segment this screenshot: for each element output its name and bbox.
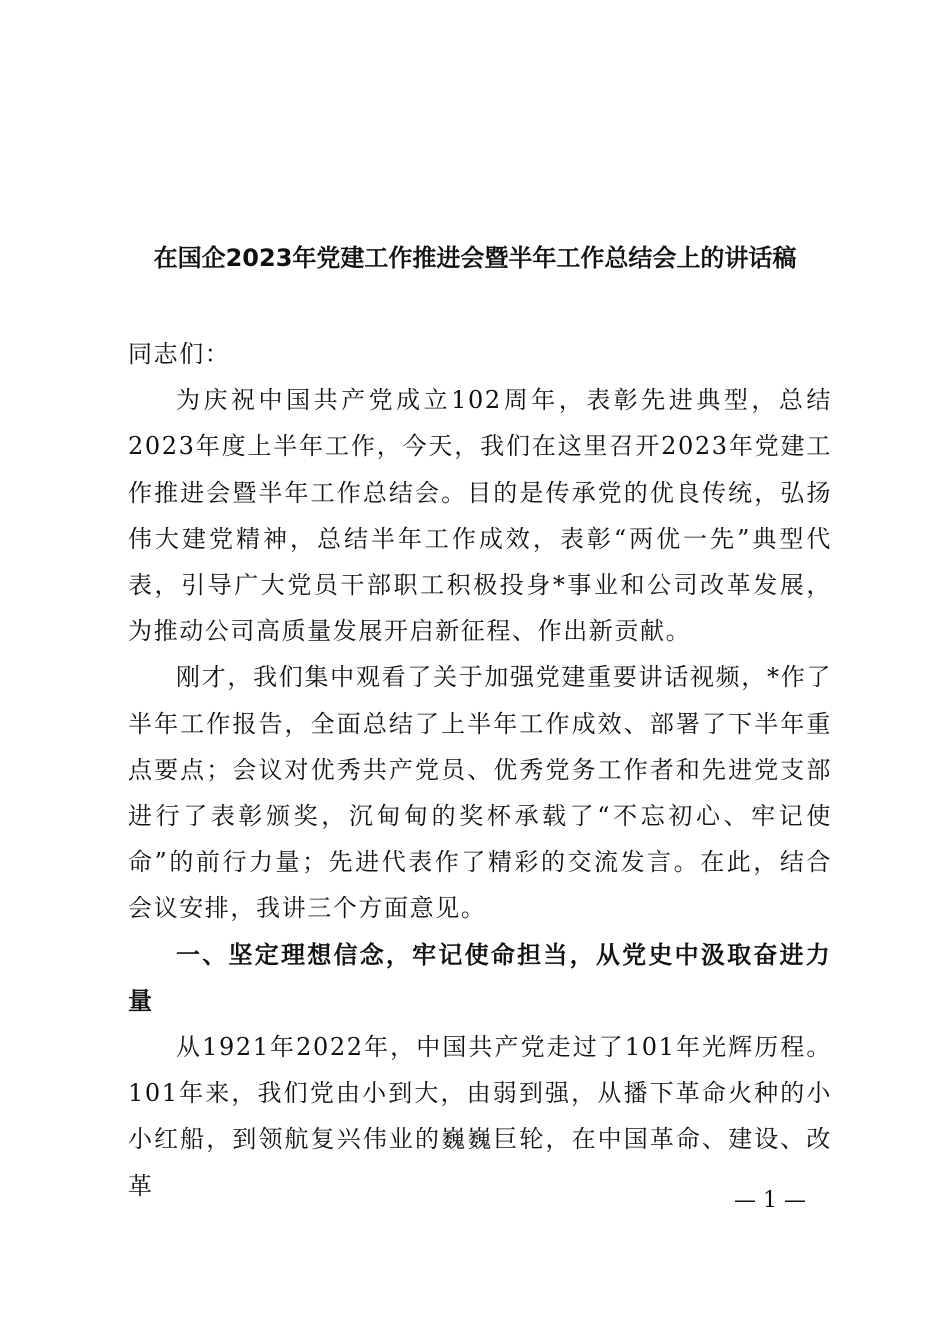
salutation: 同志们：: [128, 340, 231, 368]
page-number: — 1 —: [734, 1188, 806, 1213]
paragraph-2: 刚才，我们集中观看了关于加强党建重要讲话视频，*作了半年工作报告，全面总结了上半年工作成效、部署了下半年重点要点；会议对优秀共产党员、优秀党务工作者和先进党支部进行了表彰颁奖，沉甸甸的奖杯承载了“不忘初心、牢记使命”的前行力量；先进代表作了精彩的交流发言。在此，结合会议安排，我讲三个方面意见。: [128, 663, 832, 923]
section-heading-1: 一、坚定理想信念，牢记使命担当，从党史中汲取奋进力量: [128, 940, 832, 1015]
section-1-paragraph: 从1921年2022年，中国共产党走过了101年光辉历程。101年来，我们党由小到大，由弱到强，从播下革命火种的小小红船，到领航复兴伟业的巍巍巨轮，在中国革命、建设、改革: [128, 1033, 832, 1200]
document-title: 在国企2023年党建工作推进会暨半年工作总结会上的讲话稿: [153, 244, 797, 272]
paragraph-1: 为庆祝中国共产党成立102周年，表彰先进典型，总结2023年度上半年工作，今天，我们在这里召开2023年党建工作推进会暨半年工作总结会。目的是传承党的优良传统，弘扬伟大建党精神，总结半年工作成效，表彰“两优一先”典型代表，引导广大党员干部职工积极投身*事业和公司改革发展，为推动公司高质量发展开启新征程、作出新贡献。: [128, 386, 832, 646]
document-body: [128, 331, 832, 1209]
